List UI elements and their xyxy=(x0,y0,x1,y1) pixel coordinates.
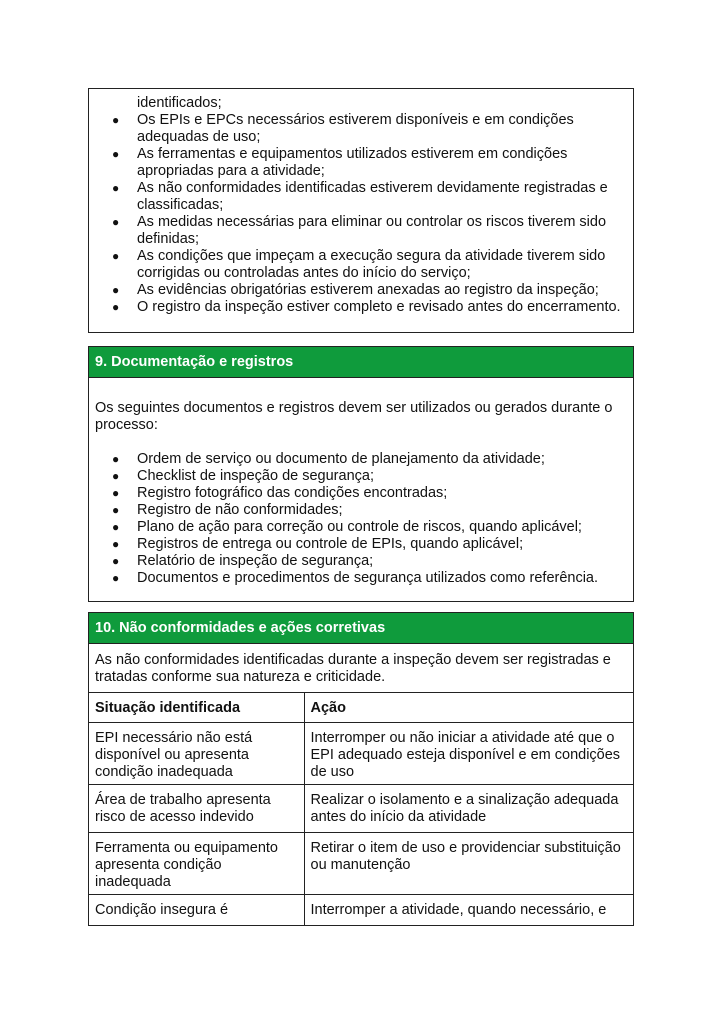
list-item: ● As medidas necessárias para eliminar ou controlar os riscos tiverem sido definidas; xyxy=(112,214,607,247)
table-cell: Área de trabalho apresenta risco de acesso indevido xyxy=(89,785,304,833)
table-cell: Retirar o item de uso e providenciar substituição ou manutenção xyxy=(304,833,633,895)
table-header-row xyxy=(89,693,633,723)
table-row xyxy=(89,895,633,925)
table-cell: Interromper a atividade, quando necessário, e xyxy=(304,895,633,925)
criteria-list xyxy=(89,112,633,316)
nonconformities-section xyxy=(88,612,634,926)
documents-list xyxy=(89,451,633,587)
criteria-box xyxy=(88,88,634,333)
list-item: ● Checklist de inspeção de segurança; xyxy=(112,468,374,484)
list-item: ● Ordem de serviço ou documento de planejamento da atividade; xyxy=(112,451,545,467)
table-cell: Realizar o isolamento e a sinalização adequada antes do início da atividade xyxy=(304,785,633,833)
list-item: ● As evidências obrigatórias estiverem anexadas ao registro da inspeção; xyxy=(112,282,599,298)
list-item: ● Registro de não conformidades; xyxy=(112,502,343,518)
list-item: ● As ferramentas e equipamentos utilizados estiverem em condições apropriadas para a atividade; xyxy=(112,146,568,179)
section-title: 9. Documentação e registros xyxy=(89,347,633,378)
column-header: Situação identificada xyxy=(89,693,304,723)
table-cell: Interromper ou não iniciar a atividade até que o EPI adequado esteja disponível e em condições de uso xyxy=(304,723,633,785)
list-item: ● Plano de ação para correção ou controle de riscos, quando aplicável; xyxy=(112,519,582,535)
table-cell: Condição insegura é xyxy=(89,895,304,925)
section-intro: As não conformidades identificadas durante a inspeção devem ser registradas e tratadas conforme sua natureza e criticidade. xyxy=(95,652,611,685)
table-row xyxy=(89,785,633,833)
table-cell: EPI necessário não está disponível ou apresenta condição inadequada xyxy=(89,723,304,785)
column-header: Ação xyxy=(304,693,633,723)
documentation-section xyxy=(88,346,634,602)
actions-table xyxy=(89,692,633,925)
table-cell: Ferramenta ou equipamento apresenta condição inadequada xyxy=(89,833,304,895)
list-item: ● Relatório de inspeção de segurança; xyxy=(112,553,374,569)
list-item: ● As condições que impeçam a execução segura da atividade tiverem sido corrigidas ou controladas antes do início do serviço; xyxy=(112,248,606,281)
list-item: ● Registro fotográfico das condições encontradas; xyxy=(112,485,448,501)
table-row xyxy=(89,833,633,895)
section-title: 10. Não conformidades e ações corretivas xyxy=(89,613,633,644)
list-item: ● Os EPIs e EPCs necessários estiverem disponíveis e em condições adequadas de uso; xyxy=(112,112,574,145)
section-intro: Os seguintes documentos e registros devem ser utilizados ou gerados durante o processo: xyxy=(95,400,613,433)
criteria-continuation: identificados; xyxy=(137,95,222,111)
list-item: ● O registro da inspeção estiver completo e revisado antes do encerramento. xyxy=(112,299,621,315)
list-item: ● Registros de entrega ou controle de EPIs, quando aplicável; xyxy=(112,536,524,552)
list-item: ● Documentos e procedimentos de segurança utilizados como referência. xyxy=(112,570,599,586)
list-item: ● As não conformidades identificadas estiverem devidamente registradas e classificadas; xyxy=(112,180,608,213)
table-row xyxy=(89,723,633,785)
